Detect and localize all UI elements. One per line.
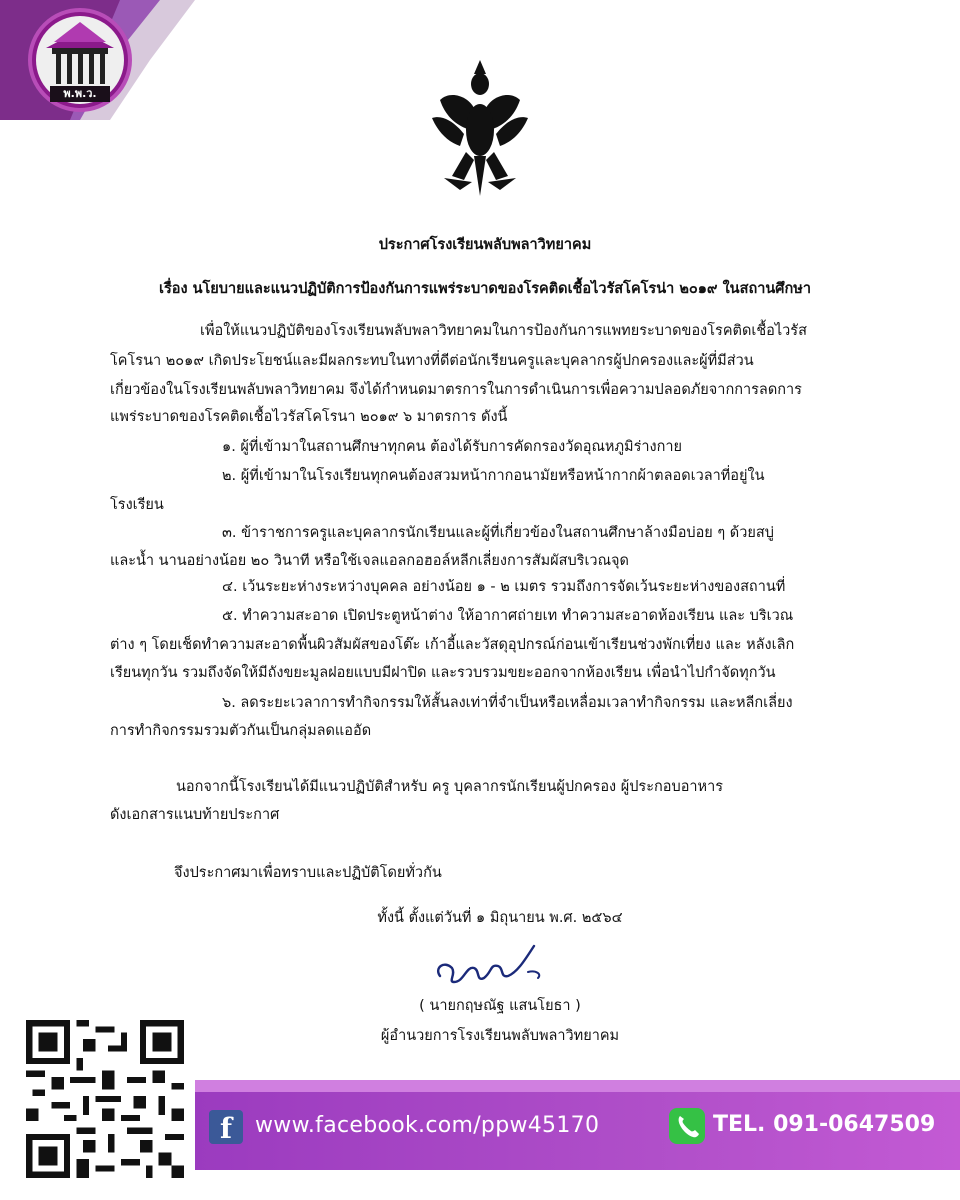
signature bbox=[430, 938, 550, 998]
measure-line: ๔. เว้นระยะห่างระหว่างบุคคล อย่างน้อย ๑ - ๒ เมตร รวมถึงการจัดเว้นระยะห่างของสถานที่ bbox=[222, 579, 786, 595]
facebook-icon: f bbox=[209, 1110, 243, 1144]
measure-line: ๒. ผู้ที่เข้ามาในโรงเรียนทุกคนต้องสวมหน้ากากอนามัยหรือหน้ากากผ้าตลอดเวลาที่อยู่ใน bbox=[222, 468, 765, 484]
measure-line: ๖. ลดระยะเวลาการทำกิจกรรมให้สั้นลงเท่าที่จำเป็นหรือเหลื่อมเวลาทำกิจกรรม และหลีกเลี่ยง bbox=[222, 695, 793, 711]
announcement-subject: เรื่อง นโยบายและแนวปฏิบัติการป้องกันการแพร่ระบาดของโรคติดเชื้อไวรัสโคโรน่า ๒๐๑๙ ในสถานศึกษา bbox=[159, 281, 811, 297]
measure-line: การทำกิจกรรมรวมตัวกันเป็นกลุ่มลดแออัด bbox=[110, 723, 372, 739]
facebook-link[interactable]: www.facebook.com/ppw45170 bbox=[255, 1113, 600, 1138]
measure-line: ๕. ทำความสะอาด เปิดประตูหน้าต่าง ให้อากาศถ่ายเท ทำความสะอาดห้องเรียน และ บริเวณ bbox=[222, 608, 794, 624]
logo-label: พ.พ.ว. bbox=[50, 86, 110, 102]
qr-code-icon bbox=[26, 1020, 184, 1178]
garuda-emblem-icon bbox=[430, 60, 530, 200]
intro-line: แพร่ระบาดของโรคติดเชื้อไวรัสโคโรนา ๒๐๑๙ ๖ มาตรการ ดังนี้ bbox=[110, 409, 508, 425]
announcement-title: ประกาศโรงเรียนพลับพลาวิทยาคม bbox=[378, 237, 592, 253]
school-logo bbox=[28, 8, 132, 112]
phone-icon bbox=[669, 1108, 705, 1144]
closing-line: จึงประกาศมาเพื่อทราบและปฏิบัติโดยทั่วกัน bbox=[174, 865, 442, 881]
measure-line: และน้ำ นานอย่างน้อย ๒๐ วินาที หรือใช้เจลแอลกอฮอล์หลีกเลี่ยงการสัมผัสบริเวณจุด bbox=[110, 553, 629, 569]
measure-line: ต่าง ๆ โดยเช็ดทำความสะอาดพื้นผิวสัมผัสของโต๊ะ เก้าอี้และวัสดุอุปกรณ์ก่อนเข้าเรียนช่วงพักเที่ยง และ หลังเลิก bbox=[110, 637, 795, 653]
intro-line: เกี่ยวข้องในโรงเรียนพลับพลาวิทยาคม จึงได้กำหนดมาตรการในการดำเนินการเพื่อความปลอดภัยจากการลดการ bbox=[110, 382, 802, 398]
additional-line: ดังเอกสารแนบท้ายประกาศ bbox=[110, 807, 280, 823]
signer-title: ผู้อำนวยการโรงเรียนพลับพลาวิทยาคม bbox=[380, 1028, 620, 1044]
measure-line: โรงเรียน bbox=[110, 497, 164, 513]
announcement-date: ทั้งนี้ ตั้งแต่วันที่ ๑ มิถุนายน พ.ศ. ๒๕๖๔ bbox=[377, 910, 623, 926]
measure-line: เรียนทุกวัน รวมถึงจัดให้มีถังขยะมูลฝอยแบบมีฝาปิด และรวบรวมขยะออกจากห้องเรียน เพื่อนำไปกำจัดทุกวัน bbox=[110, 665, 776, 681]
intro-line: เพื่อให้แนวปฏิบัติของโรงเรียนพลับพลาวิทยาคมในการป้องกันการแพทยระบาดของโรคติดเชื้อไวรัส bbox=[200, 323, 807, 339]
footer-bar bbox=[195, 1080, 960, 1170]
intro-line: โคโรนา ๒๐๑๙ เกิดประโยชน์และมีผลกระทบในทางที่ดีต่อนักเรียนครูและบุคลากรผู้ปกครองและผู้ที่มีส่วน bbox=[110, 353, 754, 369]
phone-number[interactable]: TEL. 091-0647509 bbox=[713, 1112, 936, 1137]
additional-line: นอกจากนี้โรงเรียนได้มีแนวปฏิบัติสำหรับ ครู บุคลากรนักเรียนผู้ปกครอง ผู้ประกอบอาหาร bbox=[176, 779, 724, 795]
measure-line: ๓. ข้าราชการครูและบุคลากรนักเรียนและผู้ที่เกี่ยวข้องในสถานศึกษาล้างมือบ่อย ๆ ด้วยสบู่ bbox=[222, 525, 774, 541]
signer-name: ( นายกฤษณัฐ แสนโยธา ) bbox=[419, 998, 581, 1014]
measure-line: ๑. ผู้ที่เข้ามาในสถานศึกษาทุกคน ต้องได้รับการคัดกรองวัดอุณหภูมิร่างกาย bbox=[222, 439, 683, 455]
